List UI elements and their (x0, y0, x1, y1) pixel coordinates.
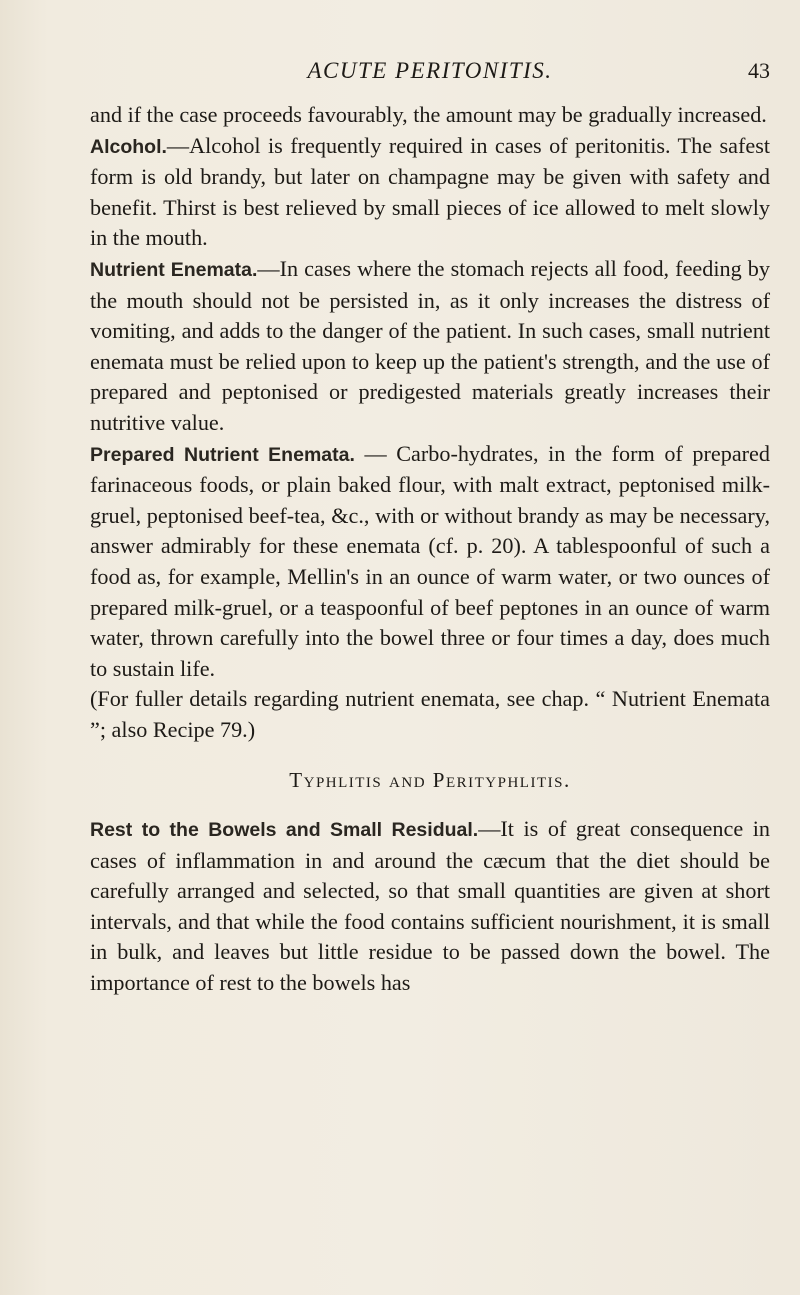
paragraph-text: —It is of great consequence in cases of inflammation in and around the cæcum that the diet should be carefully arranged and selected, so that small quantities are given at short intervals, and that while the food contains sufficient nourishment, it is small in bulk, and leaves but little residue to be passed down the bowel. The importance of rest to the bowels has (90, 816, 770, 996)
run-in-heading: Alcohol. (90, 135, 167, 158)
run-in-heading: Rest to the Bowels and Small Residual. (90, 819, 479, 842)
running-title: ACUTE PERITONITIS. (307, 58, 553, 83)
paragraph-text: —Alcohol is frequently required in cases of peritonitis. The safest form is old brandy, but later on champagne may be given with safety and benefit. Thirst is best relieved by small pieces of ice allowed to melt slowly in the mouth. (90, 132, 770, 251)
run-in-heading: Nutrient Enemata. (90, 258, 258, 281)
paragraph-nutrient-enemata (90, 254, 770, 439)
section-heading: Typhlitis and Perityphlitis. (289, 768, 571, 793)
paragraph-alcohol (90, 131, 770, 254)
run-in-heading: Prepared Nutrient Enemata. (90, 443, 355, 466)
page-number: 43 (748, 58, 770, 83)
paragraph-continuation (90, 100, 770, 131)
paragraph-prepared-nutrient-enemata (90, 439, 770, 685)
paragraph-rest-to-bowels (90, 814, 770, 999)
paragraph-text: and if the case proceeds favourably, the amount may be gradually increased. (90, 102, 767, 127)
paragraph-text: — Carbo-hydrates, in the form of prepared farinaceous foods, or plain baked flour, with malt extract, peptonised milk-gruel, peptonised beef-tea, &c., with or without brandy as may be necessary, answer admirably for these enemata (cf. p. 20). A tablespoonful of such a food as, for example, Mellin's in an ounce of warm water, or two ounces of prepared milk-gruel, or a teaspoonful of beef peptones in an ounce of warm water, thrown carefully into the bowel three or four times a day, does much to sustain life. (90, 440, 771, 681)
paragraph-text: (For fuller details regarding nutrient enemata, see chap. “ Nutrient Enemata ”; also Recipe 79.) (90, 686, 770, 742)
paragraph-fuller-details (90, 684, 770, 745)
paragraph-text: —In cases where the stomach rejects all food, feeding by the mouth should not be persisted in, as it only increases the distress of vomiting, and adds to the danger of the patient. In such cases, small nutrient enemata must be relied upon to keep up the patient's strength, and the use of prepared and peptonised or predigested materials greatly increases their nutritive value. (90, 255, 770, 435)
running-head (90, 58, 770, 88)
body-text (90, 100, 770, 999)
